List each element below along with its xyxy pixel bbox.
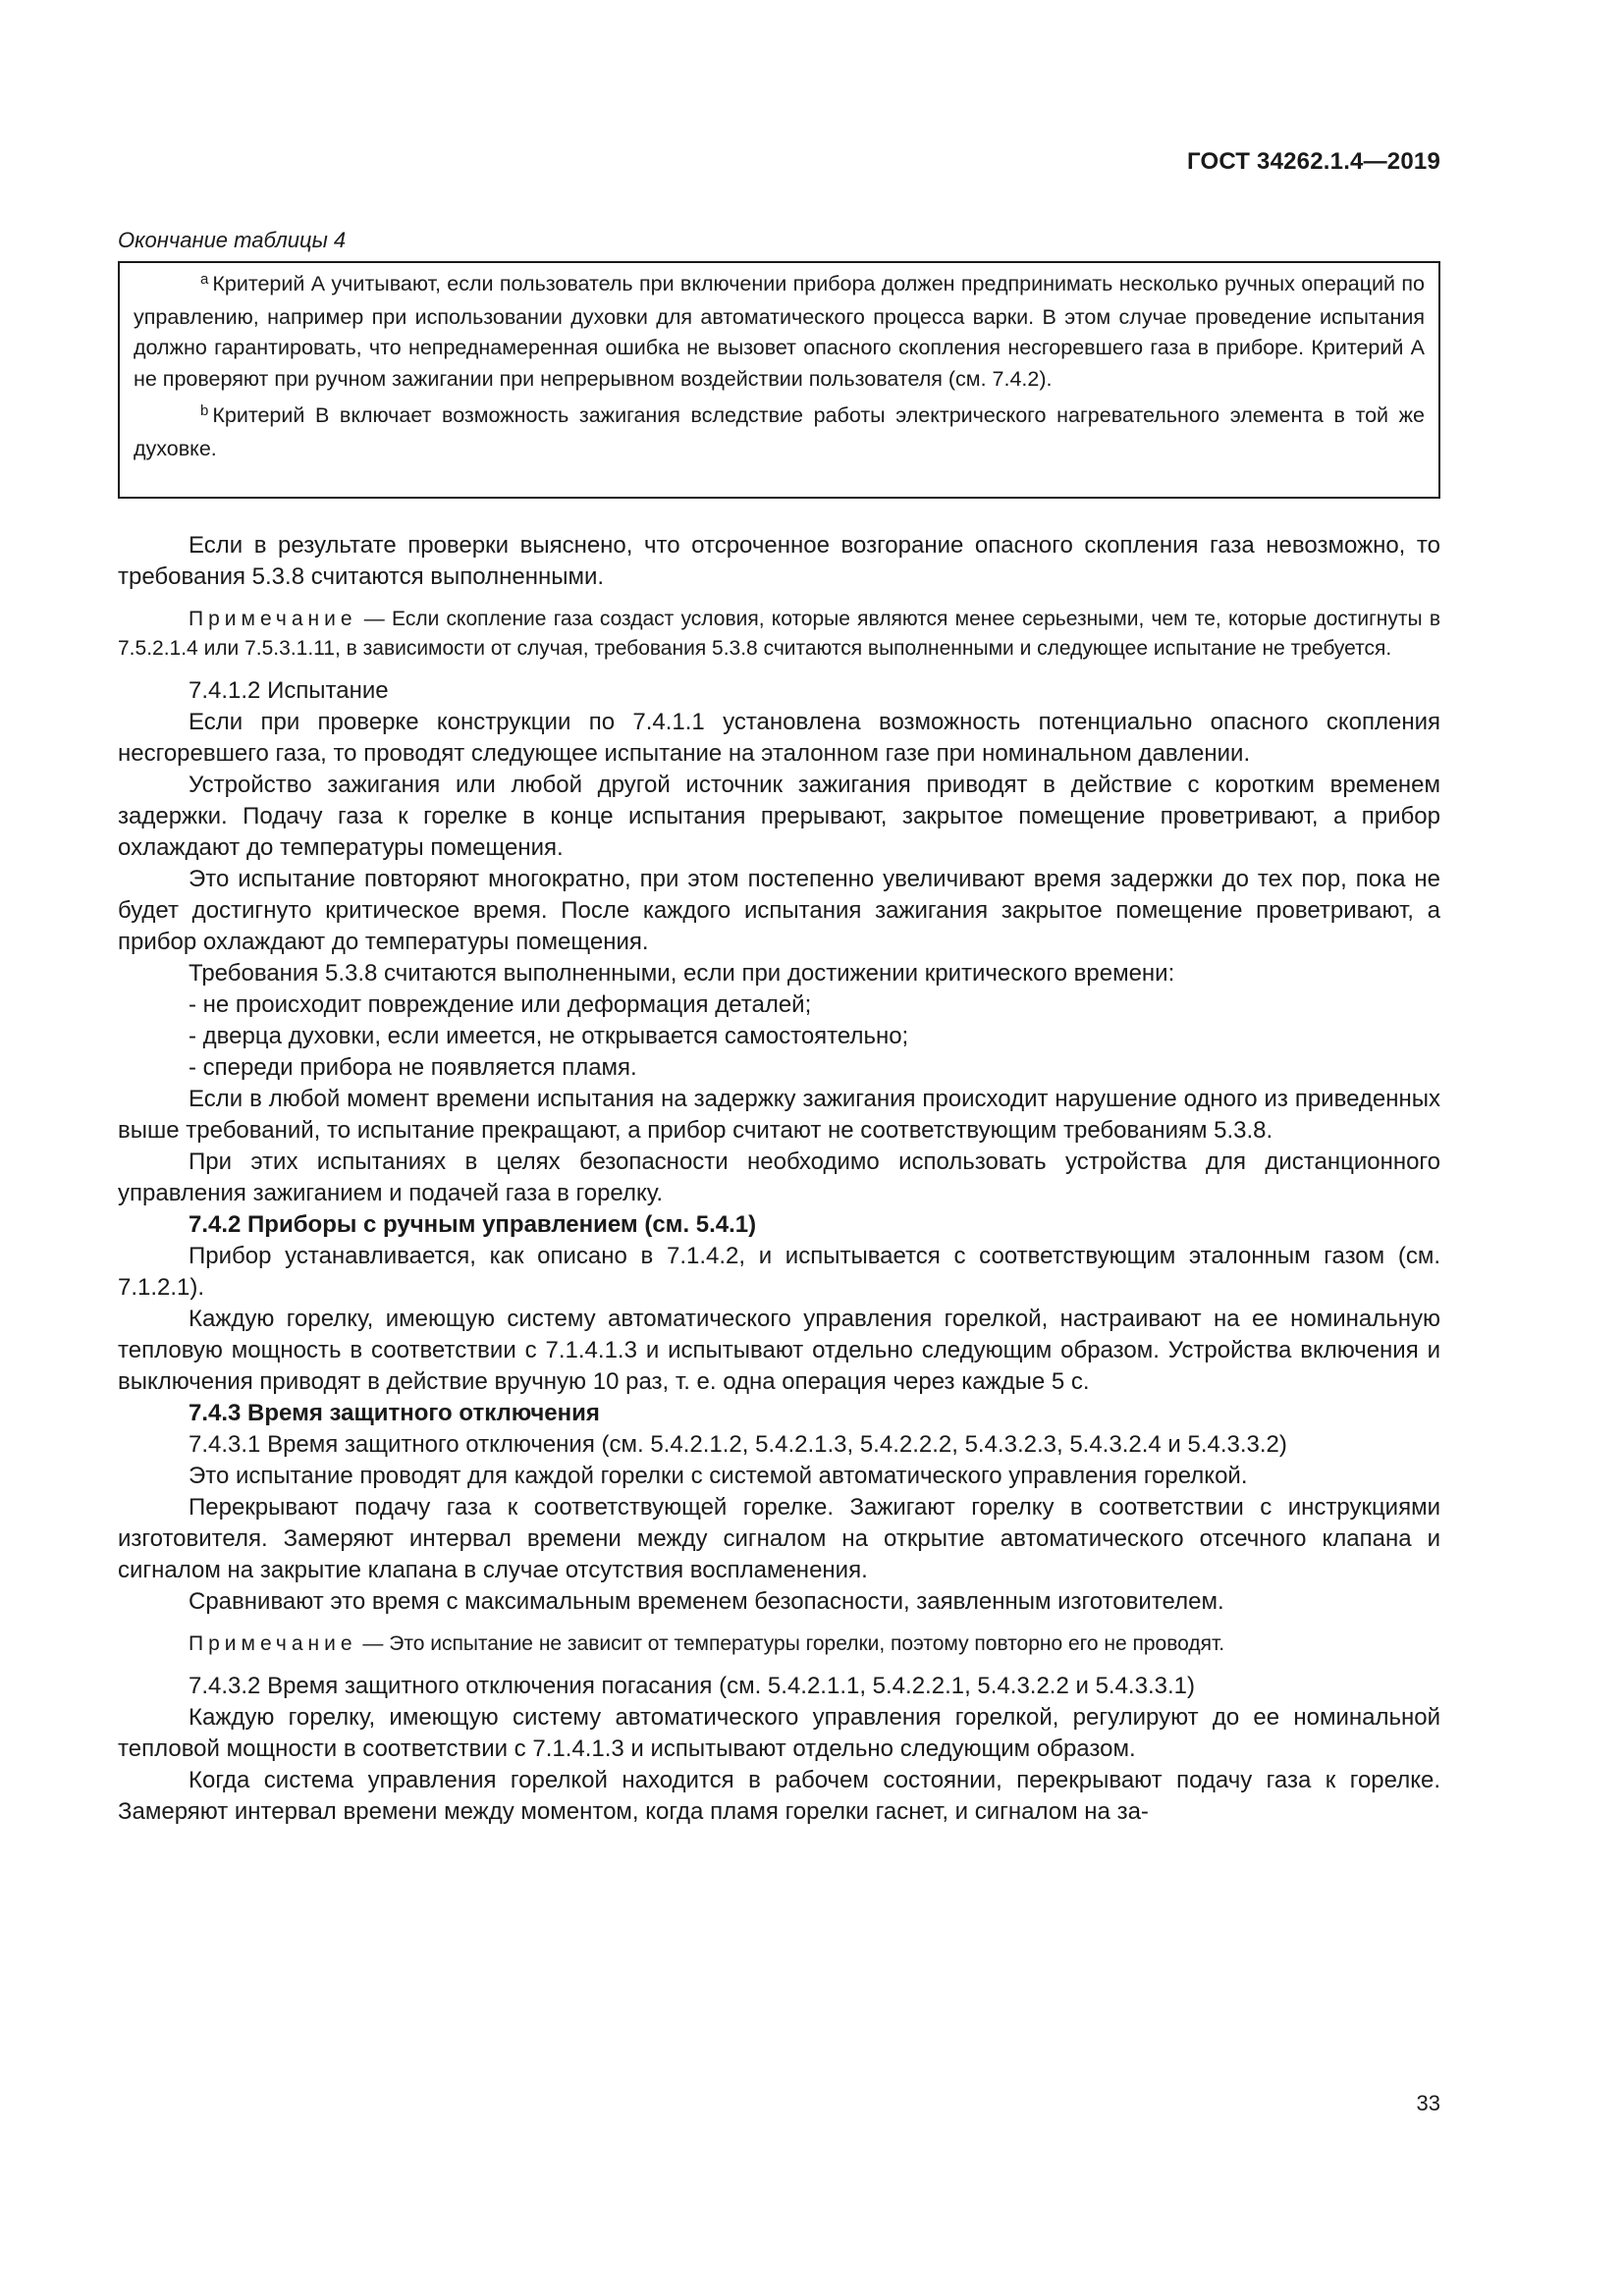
paragraph: Это испытание проводят для каждой горелки с системой автоматического управления горелкой. [189,1463,1248,1489]
paragraph: Устройство зажигания или любой другой источник зажигания приводят в действие с коротким временем задержки. Подачу газа к горелке в конце испытания прерывают, закрытое помещение проветривают, а прибор охлаждают до температуры помещения. [118,772,1440,861]
page-number: 33 [1416,2091,1440,2115]
paragraph: Если в результате проверки выяснено, что отсроченное возгорание опасного скопления газа невозможно, то требования 5.3.8 считаются выполненными. [118,532,1440,590]
note-text: — Если скопление газа создаст условия, которые являются менее серьезными, чем те, которые достигнуты в 7.5.2.1.4 или 7.5.3.1.11, в зависимости от случая, требования 5.3.8 считаются выполненными и следующее испытание не требуется. [118,608,1440,660]
table-footnotes-box [118,261,1440,499]
footnote-mark: b [200,402,209,419]
note-text: — Это испытание не зависит от температуры горелки, поэтому повторно его не проводят. [356,1632,1225,1655]
section-heading-7-4-2: 7.4.2 Приборы с ручным управлением (см. 5.4.1) [189,1211,757,1238]
section-heading-7-4-3: 7.4.3 Время защитного отключения [189,1400,600,1426]
footnote-mark: a [200,271,209,288]
list-item: - спереди прибора не появляется пламя. [189,1054,637,1081]
paragraph: При этих испытаниях в целях безопасности необходимо использовать устройства для дистанционного управления зажиганием и подачей газа в горелку. [118,1148,1440,1206]
paragraph: Это испытание повторяют многократно, при этом постепенно увеличивают время задержки до тех пор, пока не будет достигнуто критическое время. После каждого испытания зажигания закрытое помещение проветривают, а прибор охлаждают до температуры помещения. [118,866,1440,955]
list-item: - не происходит повреждение или деформация деталей; [189,991,812,1018]
section-heading-7-4-1-2: 7.4.1.2 Испытание [189,677,389,704]
note-label: Примечание [189,1632,357,1655]
section-heading-7-4-3-1: 7.4.3.1 Время защитного отключения (см. 5.4.2.1.2, 5.4.2.1.3, 5.4.2.2.2, 5.4.3.2.3, 5.4.3.2.4 и 5.4.3.3.2) [189,1431,1287,1458]
paragraph: Каждую горелку, имеющую систему автоматического управления горелкой, регулируют до ее номинальной тепловой мощности в соответствии с 7.1.4.1.3 и испытывают отдельно следующим образом. [118,1704,1440,1762]
footnote-text: Критерий А учитывают, если пользователь при включении прибора должен предпринимать несколько ручных операций по управлению, например при использовании духовки для автоматического процесса варки. В этом случае проведение испытания должно гарантировать, что непреднамеренная ошибка не вызовет опасного скопления несгоревшего газа в приборе. Критерий А не проверяют при ручном зажигании при непрерывном воздействии пользователя (см. 7.4.2). [134,272,1425,391]
list-item: - дверца духовки, если имеется, не открывается самостоятельно; [189,1023,909,1049]
footnote-text: Критерий В включает возможность зажигания вследствие работы электрического нагревательного элемента в той же духовке. [134,403,1425,460]
paragraph: Прибор устанавливается, как описано в 7.1.4.2, и испытывается с соответствующим эталонным газом (см. 7.1.2.1). [118,1243,1440,1301]
note-label: Примечание [189,608,357,630]
paragraph: Перекрывают подачу газа к соответствующей горелке. Зажигают горелку в соответствии с инструкциями изготовителя. Замеряют интервал времени между сигналом на открытие автоматического отсечного клапана и сигналом на закрытие клапана в случае отсутствия воспламенения. [118,1494,1440,1583]
paragraph: Сравнивают это время с максимальным временем безопасности, заявленным изготовителем. [189,1588,1224,1615]
document-body [118,530,1440,1828]
note [118,605,1440,664]
paragraph: Требования 5.3.8 считаются выполненными, если при достижении критического времени: [189,960,1175,987]
paragraph: Если в любой момент времени испытания на задержку зажигания происходит нарушение одного из приведенных выше требований, то испытание прекращают, а прибор считают не соответствующим требованиям 5.3.8. [118,1086,1440,1144]
section-heading-7-4-3-2: 7.4.3.2 Время защитного отключения погасания (см. 5.4.2.1.1, 5.4.2.2.1, 5.4.3.2.2 и 5.4.3.3.1) [189,1673,1195,1699]
paragraph: Каждую горелку, имеющую систему автоматического управления горелкой, настраивают на ее номинальную тепловую мощность в соответствии с 7.1.4.1.3 и испытывают отдельно следующим образом. Устройства включения и выключения приводят в действие вручную 10 раз, т. е. одна операция через каждые 5 с. [118,1306,1440,1395]
note [118,1629,1440,1659]
table-caption: Окончание таблицы 4 [118,228,347,252]
footnote-a [134,269,1425,395]
footnote-b [134,400,1425,464]
paragraph: Если при проверке конструкции по 7.4.1.1 установлена возможность потенциально опасного скопления несгоревшего газа, то проводят следующее испытание на эталонном газе при номинальном давлении. [118,709,1440,767]
standard-code-header: ГОСТ 34262.1.4—2019 [1187,148,1440,175]
paragraph: Когда система управления горелкой находится в рабочем состоянии, перекрывают подачу газа к горелке. Замеряют интервал времени между моментом, когда пламя горелки гаснет, и сигналом на за- [118,1767,1440,1825]
